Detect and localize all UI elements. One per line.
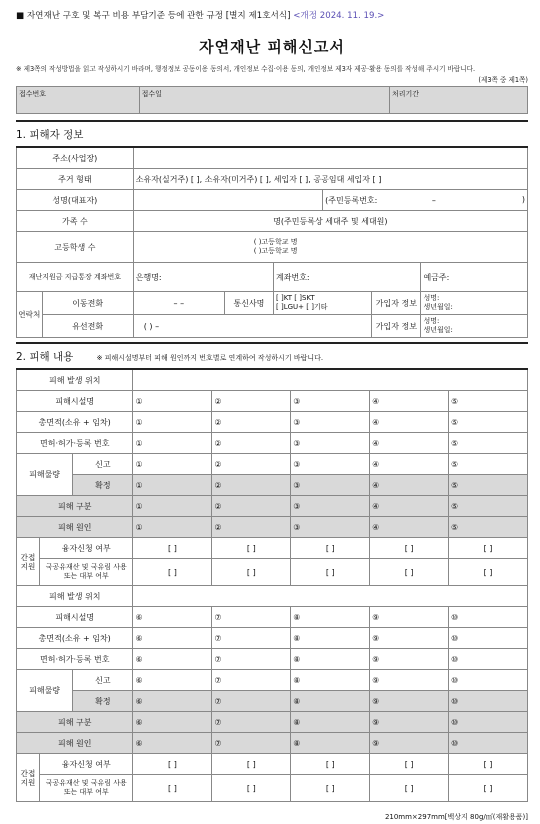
- facility-name-cell[interactable]: ②: [212, 391, 291, 412]
- student-count-label: 고등학생 수: [17, 232, 134, 263]
- total-area-cell[interactable]: ⑨: [370, 628, 449, 649]
- processing-period-field[interactable]: 처리기간: [390, 87, 528, 114]
- damage-cause-cell[interactable]: ②: [212, 517, 291, 538]
- landline-subscriber-birth: 생년월일:: [423, 326, 453, 334]
- damage-location-input[interactable]: [133, 369, 528, 391]
- damage-type-label: 피해 구분: [17, 496, 133, 517]
- resident-number-field[interactable]: [323, 190, 528, 211]
- revision-date: <개정 2024. 11. 19.>: [293, 11, 385, 21]
- state-property-checkbox[interactable]: [ ]: [370, 775, 449, 802]
- section2-title: 2. 피해 내용: [16, 351, 74, 363]
- housing-type-options[interactable]: 소유자(실거주) [ ], 소유자(미거주) [ ], 세입자 [ ], 공공임대 세입자 [ ]: [133, 169, 527, 190]
- damage-report-cell[interactable]: ⑩: [449, 670, 528, 691]
- license-number-cell[interactable]: ⑤: [449, 433, 528, 454]
- total-area-cell[interactable]: ⑦: [212, 628, 291, 649]
- indirect-support-label: 간접지원: [17, 754, 40, 802]
- total-area-cell[interactable]: ②: [212, 412, 291, 433]
- damage-cause-cell[interactable]: ⑦: [212, 733, 291, 754]
- damage-cause-label: 피해 원인: [17, 517, 133, 538]
- total-area-cell[interactable]: ⑧: [291, 628, 370, 649]
- state-property-checkbox[interactable]: [ ]: [291, 559, 370, 586]
- damage-report-label: 신고: [73, 670, 133, 691]
- facility-name-label: 피해시설명: [17, 607, 133, 628]
- damage-confirm-label: 확정: [73, 475, 133, 496]
- damage-confirm-cell[interactable]: ⑩: [449, 691, 528, 712]
- state-property-checkbox[interactable]: [ ]: [449, 559, 528, 586]
- name-label: 성명(대표자): [17, 190, 134, 211]
- damage-confirm-cell[interactable]: ⑤: [449, 475, 528, 496]
- damage-confirm-cell[interactable]: ③: [291, 475, 370, 496]
- family-count-label: 가족 수: [17, 211, 134, 232]
- license-number-cell[interactable]: ③: [291, 433, 370, 454]
- state-property-checkbox[interactable]: [ ]: [212, 559, 291, 586]
- state-property-label: 국공유재산 및 국유림 사용 또는 대부 여부: [39, 775, 133, 802]
- license-number-cell[interactable]: ⑥: [133, 649, 212, 670]
- damage-confirm-cell[interactable]: ④: [370, 475, 449, 496]
- instruction-note: ※ 제3쪽의 작성방법을 읽고 작성하시기 바라며, 행정정보 공동이용 동의서, 개인정보 수집·이용 동의, 개인정보 제3자 제공·활용 동의를 작성해 주시기 바랍니다.: [16, 65, 476, 73]
- damage-confirm-cell[interactable]: ⑦: [212, 691, 291, 712]
- license-number-cell[interactable]: ⑦: [212, 649, 291, 670]
- facility-name-cell[interactable]: ⑩: [449, 607, 528, 628]
- financing-checkbox[interactable]: [ ]: [133, 754, 212, 775]
- facility-name-cell[interactable]: ④: [370, 391, 449, 412]
- damage-location-label: 피해 발생 위치: [17, 586, 133, 607]
- license-number-cell[interactable]: ⑧: [291, 649, 370, 670]
- damage-confirm-label: 확정: [73, 691, 133, 712]
- address-label: 주소(사업장): [17, 147, 134, 169]
- financing-checkbox[interactable]: [ ]: [291, 754, 370, 775]
- damage-report-cell[interactable]: ②: [212, 454, 291, 475]
- license-number-cell[interactable]: ⑩: [449, 649, 528, 670]
- facility-name-cell[interactable]: ③: [291, 391, 370, 412]
- damage-cause-cell[interactable]: ⑧: [291, 733, 370, 754]
- state-property-checkbox[interactable]: [ ]: [212, 775, 291, 802]
- damage-cause-cell[interactable]: ⑥: [133, 733, 212, 754]
- student-count-field[interactable]: [133, 232, 527, 263]
- form-title: 자연재난 피해신고서: [199, 38, 345, 56]
- damage-confirm-cell[interactable]: ①: [133, 475, 212, 496]
- damage-report-cell[interactable]: ⑦: [212, 670, 291, 691]
- housing-type-label: 주거 형태: [17, 169, 134, 190]
- resident-number-label: (주민등록번호:: [325, 195, 378, 205]
- form-page: [16, 8, 528, 802]
- damage-report-cell[interactable]: ④: [370, 454, 449, 475]
- facility-name-cell[interactable]: ⑥: [133, 607, 212, 628]
- name-input[interactable]: [133, 190, 322, 211]
- damage-confirm-cell[interactable]: ⑨: [370, 691, 449, 712]
- damage-location-input[interactable]: [133, 586, 528, 607]
- damage-amount-label: 피해물량: [17, 454, 73, 496]
- damage-type-cell[interactable]: ⑤: [449, 496, 528, 517]
- victim-info-table: [16, 146, 528, 338]
- landline-subscriber-label: 가입자 정보: [372, 315, 421, 338]
- damage-report-cell[interactable]: ⑤: [449, 454, 528, 475]
- damage-report-cell[interactable]: ⑧: [291, 670, 370, 691]
- carrier-label: 통신사명: [224, 292, 273, 315]
- facility-name-cell[interactable]: ①: [133, 391, 212, 412]
- receipt-number-field[interactable]: 접수번호: [17, 87, 140, 114]
- damage-type-cell[interactable]: ②: [212, 496, 291, 517]
- mobile-subscriber-name: 성명:: [423, 294, 440, 302]
- damage-type-cell[interactable]: ⑦: [212, 712, 291, 733]
- mobile-subscriber-label: 가입자 정보: [372, 292, 421, 315]
- paper-spec: 210mm×297mm[백상지 80g/㎡(재활용품)]: [384, 813, 528, 821]
- financing-checkbox[interactable]: [ ]: [449, 538, 528, 559]
- resident-number-close: ): [521, 194, 525, 204]
- mobile-subscriber-field[interactable]: [421, 292, 528, 315]
- damage-confirm-cell[interactable]: ⑥: [133, 691, 212, 712]
- damage-type-cell[interactable]: ⑧: [291, 712, 370, 733]
- total-area-cell[interactable]: ⑩: [449, 628, 528, 649]
- receipt-table: [16, 86, 528, 114]
- facility-name-cell[interactable]: ⑤: [449, 391, 528, 412]
- page-indicator: (제3쪽 중 제1쪽): [478, 76, 528, 84]
- total-area-cell[interactable]: ⑤: [449, 412, 528, 433]
- license-number-label: 면허·허가·등록 번호: [17, 433, 133, 454]
- damage-type-cell[interactable]: ⑥: [133, 712, 212, 733]
- family-count-field[interactable]: 명(주민등록상 세대주 및 세대원): [133, 211, 527, 232]
- contact-label: 연락처: [17, 292, 43, 338]
- total-area-label: 총면적(소유 + 임차): [17, 412, 133, 433]
- resident-number-dash: –: [431, 195, 436, 205]
- damage-cause-cell[interactable]: ⑩: [449, 733, 528, 754]
- total-area-cell[interactable]: ③: [291, 412, 370, 433]
- mobile-input[interactable]: – –: [133, 292, 224, 315]
- financing-label: 융자신청 여부: [39, 538, 133, 559]
- landline-label: 유선전화: [42, 315, 133, 338]
- state-property-checkbox[interactable]: [ ]: [291, 775, 370, 802]
- damage-amount-label: 피해물량: [17, 670, 73, 712]
- damage-report-cell[interactable]: ⑨: [370, 670, 449, 691]
- state-property-checkbox[interactable]: [ ]: [370, 559, 449, 586]
- damage-type-cell[interactable]: ⑩: [449, 712, 528, 733]
- section1-heading: 1. 피해자 정보: [16, 120, 528, 146]
- damage-type-cell[interactable]: ①: [133, 496, 212, 517]
- landline-subscriber-name: 성명:: [423, 317, 440, 325]
- financing-checkbox[interactable]: [ ]: [370, 754, 449, 775]
- facility-name-label: 피해시설명: [17, 391, 133, 412]
- damage-cause-cell[interactable]: ④: [370, 517, 449, 538]
- damage-type-label: 피해 구분: [17, 712, 133, 733]
- damage-type-cell[interactable]: ④: [370, 496, 449, 517]
- financing-checkbox[interactable]: [ ]: [291, 538, 370, 559]
- damage-report-cell[interactable]: ⑥: [133, 670, 212, 691]
- student-line-1: ( )고등학교 명: [253, 238, 298, 246]
- facility-name-cell[interactable]: ⑦: [212, 607, 291, 628]
- license-number-cell[interactable]: ⑨: [370, 649, 449, 670]
- carrier-line-2: [ ]LGU+ [ ]기타: [276, 303, 328, 311]
- damage-report-cell[interactable]: ①: [133, 454, 212, 475]
- section2-instruction: ※ 피해시설명부터 피해 원인까지 번호별로 연계하여 작성하시기 바랍니다.: [96, 354, 324, 362]
- damage-table: [16, 368, 528, 802]
- damage-report-label: 신고: [73, 454, 133, 475]
- state-property-checkbox[interactable]: [ ]: [133, 775, 212, 802]
- student-line-2: ( )고등학교 명: [253, 247, 298, 255]
- indirect-support-label: 간접지원: [17, 538, 40, 586]
- damage-cause-cell[interactable]: ⑨: [370, 733, 449, 754]
- mobile-subscriber-birth: 생년월일:: [423, 303, 453, 311]
- damage-cause-cell[interactable]: ①: [133, 517, 212, 538]
- damage-report-cell[interactable]: ③: [291, 454, 370, 475]
- mobile-label: 이동전화: [42, 292, 133, 315]
- receipt-date-field[interactable]: 접수일: [139, 87, 389, 114]
- account-holder-field[interactable]: 예금주:: [421, 263, 528, 292]
- financing-checkbox[interactable]: [ ]: [133, 538, 212, 559]
- damage-type-cell[interactable]: ⑨: [370, 712, 449, 733]
- damage-type-cell[interactable]: ③: [291, 496, 370, 517]
- carrier-options[interactable]: [274, 292, 372, 315]
- regulation-header: [16, 8, 528, 24]
- financing-label: 융자신청 여부: [39, 754, 133, 775]
- address-input[interactable]: [133, 147, 527, 169]
- carrier-line-1: [ ]KT [ ]SKT: [276, 294, 315, 302]
- financing-checkbox[interactable]: [ ]: [212, 754, 291, 775]
- section2-heading: [16, 342, 528, 368]
- account-label: 재난지원금 지급통장 계좌번호: [17, 263, 134, 292]
- license-number-label: 면허·허가·등록 번호: [17, 649, 133, 670]
- damage-location-label: 피해 발생 위치: [17, 369, 133, 391]
- license-number-cell[interactable]: ①: [133, 433, 212, 454]
- total-area-cell[interactable]: ④: [370, 412, 449, 433]
- total-area-cell[interactable]: ①: [133, 412, 212, 433]
- bank-name-field[interactable]: 은행명:: [133, 263, 273, 292]
- landline-input[interactable]: ( ) –: [133, 315, 372, 338]
- landline-subscriber-field[interactable]: [421, 315, 528, 338]
- total-area-label: 총면적(소유 + 임차): [17, 628, 133, 649]
- damage-cause-cell[interactable]: ③: [291, 517, 370, 538]
- damage-confirm-cell[interactable]: ⑧: [291, 691, 370, 712]
- license-number-cell[interactable]: ②: [212, 433, 291, 454]
- account-number-field[interactable]: 계좌번호:: [274, 263, 421, 292]
- state-property-checkbox[interactable]: [ ]: [133, 559, 212, 586]
- state-property-label: 국공유재산 및 국유림 사용 또는 대부 여부: [39, 559, 133, 586]
- financing-checkbox[interactable]: [ ]: [370, 538, 449, 559]
- regulation-text: ■ 자연재난 구호 및 복구 비용 부담기준 등에 관한 규정 [별지 제1호서식]: [16, 11, 291, 21]
- financing-checkbox[interactable]: [ ]: [212, 538, 291, 559]
- facility-name-cell[interactable]: ⑨: [370, 607, 449, 628]
- total-area-cell[interactable]: ⑥: [133, 628, 212, 649]
- state-property-checkbox[interactable]: [ ]: [449, 775, 528, 802]
- damage-cause-cell[interactable]: ⑤: [449, 517, 528, 538]
- damage-confirm-cell[interactable]: ②: [212, 475, 291, 496]
- facility-name-cell[interactable]: ⑧: [291, 607, 370, 628]
- damage-cause-label: 피해 원인: [17, 733, 133, 754]
- financing-checkbox[interactable]: [ ]: [449, 754, 528, 775]
- license-number-cell[interactable]: ④: [370, 433, 449, 454]
